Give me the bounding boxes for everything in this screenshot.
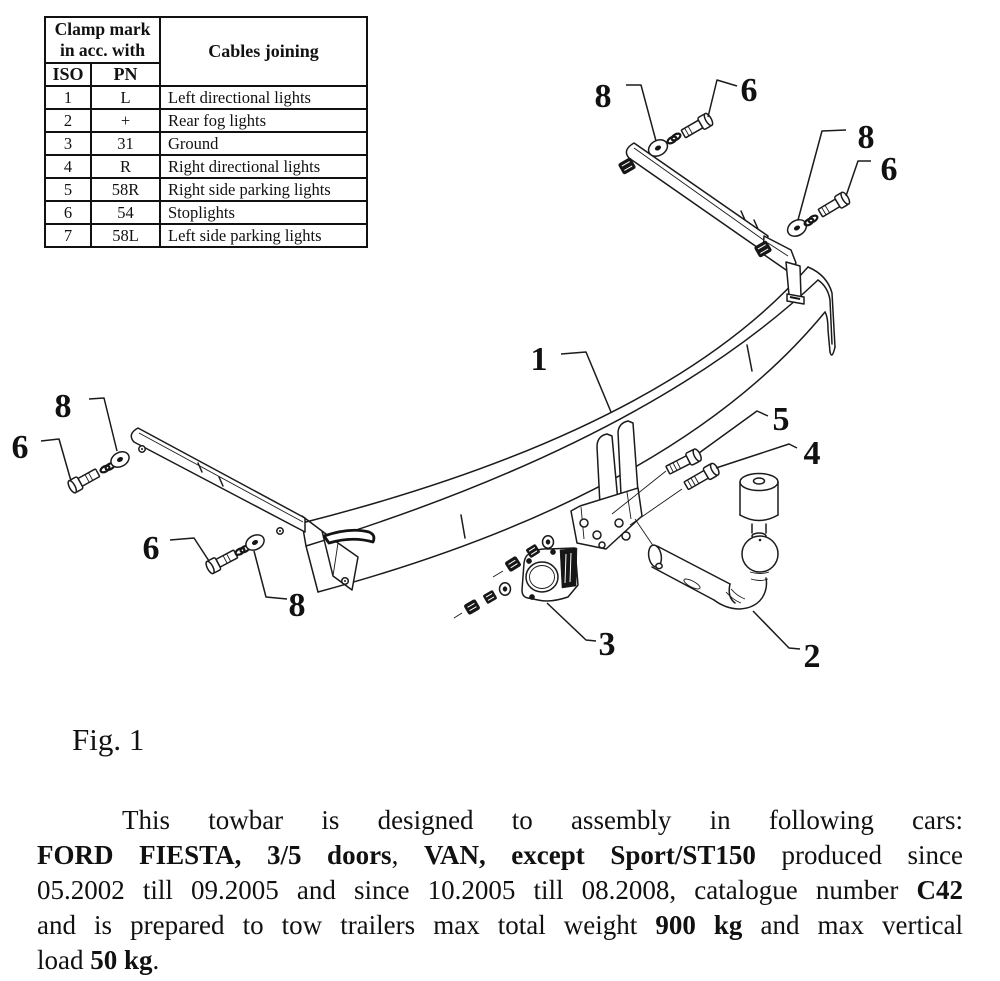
cables-cell: Stoplights [160, 201, 367, 224]
text: 05.2002 till 09.2005 and since 10.2005 till 08.2008, catalogue number [37, 875, 917, 905]
text: This towbar is designed to assembly in following cars: [122, 805, 963, 835]
pn-cell: + [91, 109, 160, 132]
table-row [45, 178, 367, 201]
callout-3: 3 [598, 626, 616, 663]
callout-4: 4 [803, 435, 821, 472]
paragraph-line [37, 908, 963, 943]
callout-8-left: 8 [54, 388, 72, 425]
table-row [45, 109, 367, 132]
bold-text: FORD FIESTA, 3/5 doors [37, 840, 392, 870]
fastener-set-lowleft [204, 532, 266, 575]
towball [647, 474, 778, 610]
iso-cell: 4 [45, 155, 91, 178]
pn-cell: L [91, 86, 160, 109]
text: and max vertical [742, 910, 963, 940]
table-row [45, 201, 367, 224]
callout-8-right: 8 [857, 119, 875, 156]
callout-1: 1 [530, 341, 548, 378]
text: produced since [755, 840, 964, 870]
cables-cell: Left directional lights [160, 86, 367, 109]
iso-cell: 6 [45, 201, 91, 224]
pn-cell: 54 [91, 201, 160, 224]
right-side-arm [618, 143, 804, 304]
text: . [152, 945, 160, 975]
callout-6-top: 6 [740, 72, 758, 109]
iso-header: ISO [45, 63, 91, 86]
fastener-set-right [785, 191, 852, 240]
iso-cell: 1 [45, 86, 91, 109]
bold-text: 50 kg [90, 945, 153, 975]
bolt-4 [683, 462, 721, 492]
callout-5: 5 [772, 401, 790, 438]
cables-cell: Left side parking lights [160, 224, 367, 247]
callout-6-right: 6 [880, 151, 898, 188]
center-bracket [571, 421, 642, 549]
callout-8-lowleft: 8 [288, 587, 306, 624]
cables-cell: Ground [160, 132, 367, 155]
plate-nut-chain-lower [454, 583, 511, 618]
description-paragraph [37, 803, 963, 978]
bolt-5 [665, 448, 703, 476]
left-side-arm [131, 428, 374, 590]
cables-cell: Right side parking lights [160, 178, 367, 201]
iso-cell: 5 [45, 178, 91, 201]
fastener-set-top [646, 112, 715, 159]
pn-cell: 31 [91, 132, 160, 155]
cables-cell: Right directional lights [160, 155, 367, 178]
paragraph-line [37, 803, 963, 838]
pn-cell: 58R [91, 178, 160, 201]
iso-cell: 7 [45, 224, 91, 247]
callout-6-lowleft: 6 [142, 530, 160, 567]
text: , [391, 840, 424, 870]
table-row [45, 132, 367, 155]
callout-8-top: 8 [594, 78, 612, 115]
callout-2: 2 [803, 638, 821, 675]
table-row [45, 224, 367, 247]
cables-cell: Rear fog lights [160, 109, 367, 132]
paragraph-line [37, 943, 963, 978]
pn-header: PN [91, 63, 160, 86]
clamp-mark-header: Clamp mark in acc. with [45, 17, 160, 63]
bold-text: VAN, except Sport/ST150 [423, 840, 756, 870]
figure-caption: Fig. 1 [72, 722, 145, 757]
paragraph-line [37, 838, 963, 873]
callout-6-left: 6 [11, 429, 29, 466]
text: load [37, 945, 91, 975]
clamp-mark-table [44, 16, 368, 248]
bold-text: C42 [916, 875, 963, 905]
text: and is prepared to tow trailers max total weight [37, 910, 656, 940]
cables-joining-header: Cables joining [160, 17, 367, 86]
pn-cell: 58L [91, 224, 160, 247]
table-row [45, 86, 367, 109]
paragraph-line [37, 873, 963, 908]
iso-cell: 2 [45, 109, 91, 132]
bold-text: 900 kg [655, 910, 743, 940]
table-row [45, 155, 367, 178]
table-header-row [45, 17, 367, 63]
pn-cell: R [91, 155, 160, 178]
iso-cell: 3 [45, 132, 91, 155]
fastener-set-left [67, 449, 132, 494]
